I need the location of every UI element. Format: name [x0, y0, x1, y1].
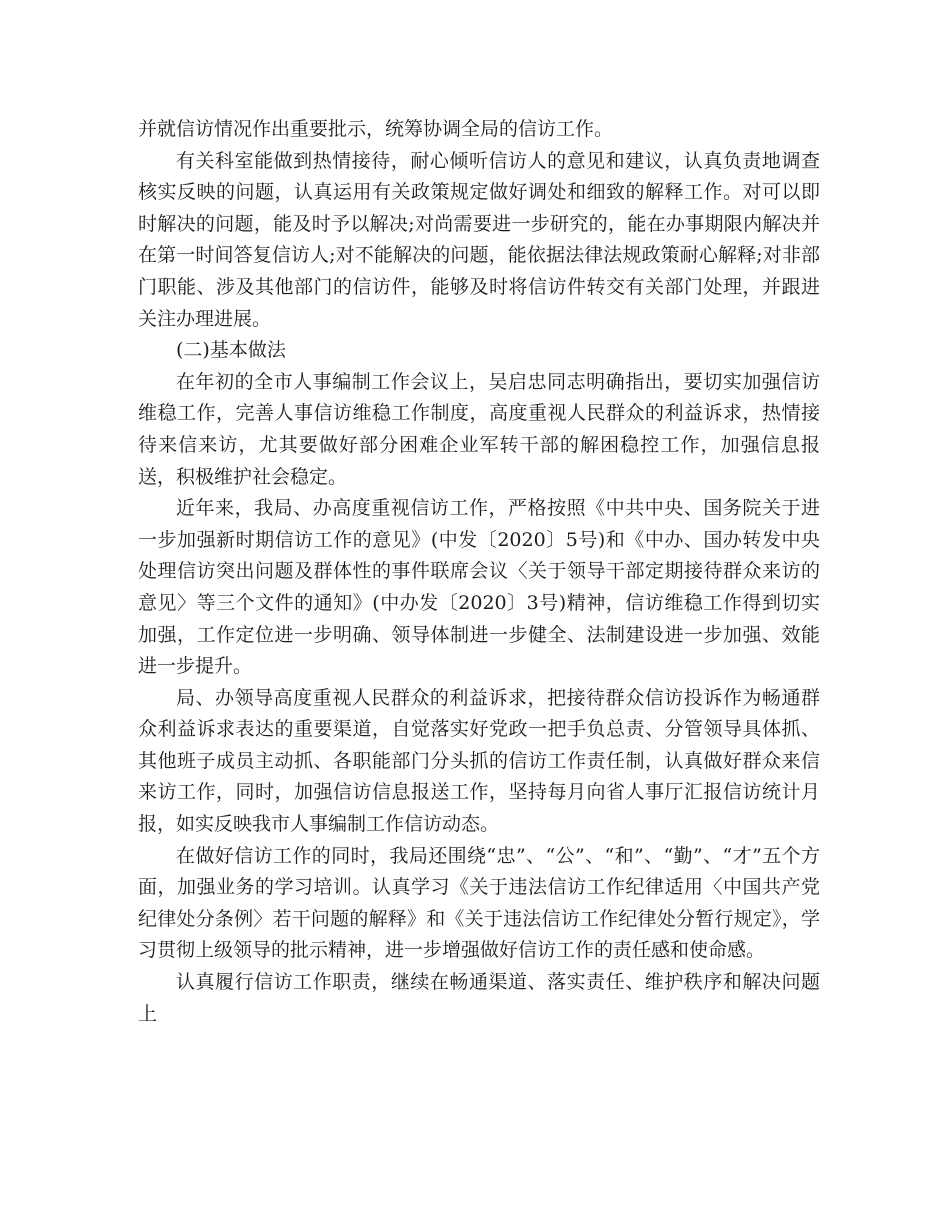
section-heading: (二)基本做法 — [176, 339, 286, 362]
paragraph-leadership: 局、办领导高度重视人民群众的利益诉求，把接待群众信访投诉作为畅通群众利益诉求表达的重要渠道，自觉落实好党政一把手负总责、分管领导具体抓、其他班子成员主动抓、各职能部门分头抓的信访工作责任制，认真做好群众来信来访工作，同时，加强信访信息报送工作，坚持每月向省人事厅汇报信访统计月报，如实反映我市人事编制工作信访动态。 — [138, 686, 820, 836]
paragraph-training: 在做好信访工作的同时，我局还围绕“忠”、“公”、“和”、“勤”、“才”五个方面，加强业务的学习培训。认真学习《关于违法信访工作纪律适用〈中国共产党纪律处分条例〉若干问题的解释》和《关于违法信访工作纪律处分暂行规定》，学习贯彻上级领导的批示精神，进一步增强做好信访工作的责任感和使命感。 — [138, 844, 820, 962]
paragraph-recent-years: 近年来，我局、办高度重视信访工作，严格按照《中共中央、国务院关于进一步加强新时期信访工作的意见》(中发〔2020〕5号)和《中办、国办转发中央处理信访突出问题及群体性的事件联席会议〈关于领导干部定期接待群众来访的意见〉等三个文件的通知》(中办发〔2020〕3号)精神，信访维稳工作得到切实加强，工作定位进一步明确、领导体制进一步健全、法制建设进一步加强、效能进一步提升。 — [138, 497, 820, 678]
paragraph-annual-meeting: 在年初的全市人事编制工作会议上，吴启忠同志明确指出，要切实加强信访维稳工作，完善人事信访维稳工作制度，高度重视人民群众的利益诉求，热情接待来信来访，尤其要做好部分困难企业军转干部的解困稳控工作，加强信息报送，积极维护社会稳定。 — [138, 370, 820, 488]
paragraph-continuation: 并就信访情况作出重要批示，统筹协调全局的信访工作。 — [138, 118, 614, 140]
paragraph-office-handling: 有关科室能做到热情接待，耐心倾听信访人的意见和建议，认真负责地调查核实反映的问题，认真运用有关政策规定做好调处和细致的解释工作。对可以即时解决的问题，能及时予以解决;对尚需要进一步研究的，能在办事期限内解决并在第一时间答复信访人;对不能解决的问题，能依据法律法规政策耐心解释;对非部门职能、涉及其他部门的信访件，能够及时将信访件转交有关部门处理，并跟进关注办理进展。 — [138, 149, 820, 330]
paragraph-duties: 认真履行信访工作职责，继续在畅通渠道、落实责任、维护秩序和解决问题上 — [138, 971, 820, 1025]
document-page — [138, 114, 820, 1030]
